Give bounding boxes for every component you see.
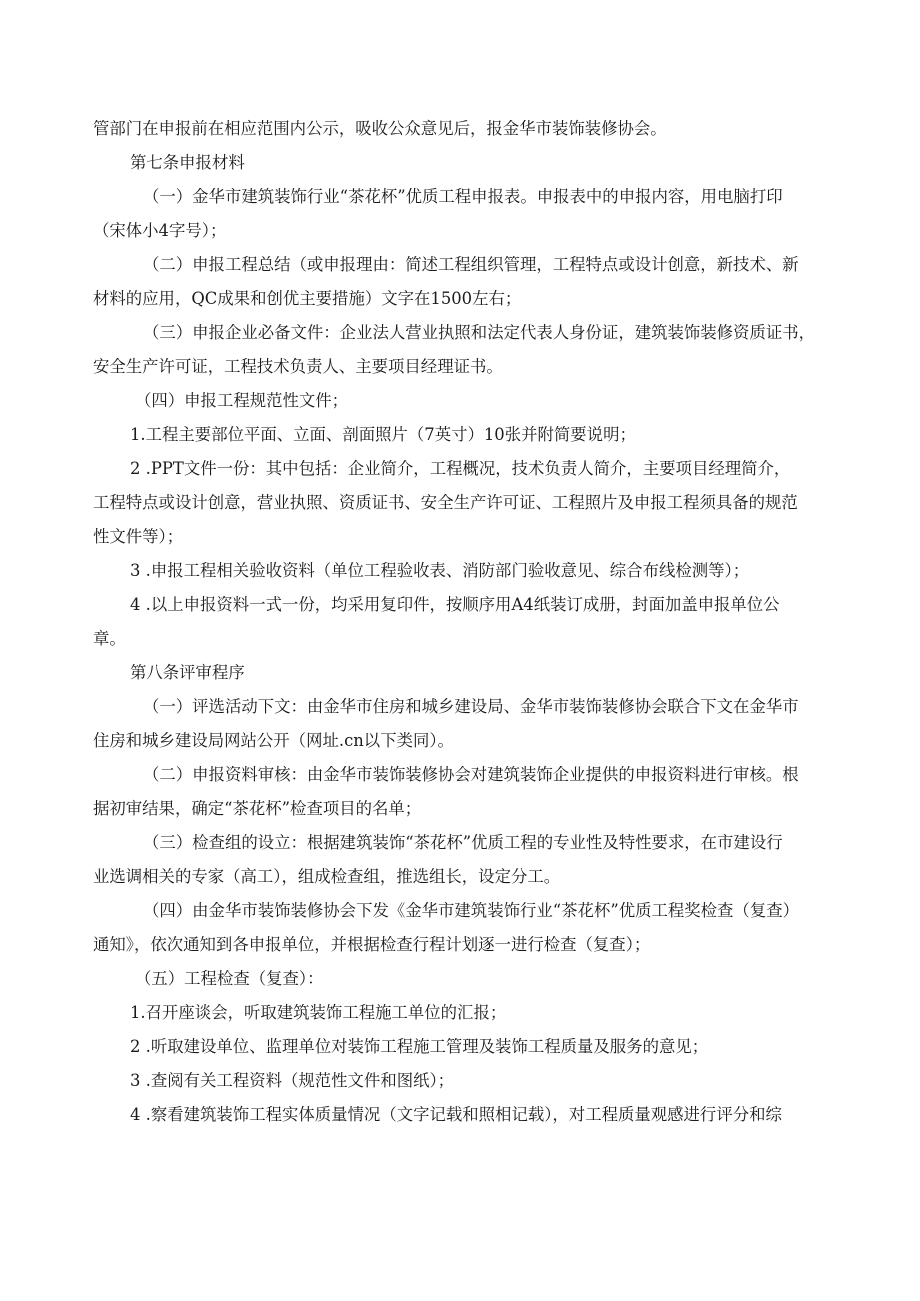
text-line: 通知》，依次通知到各申报单位，并根据检查行程计划逐一进行检查（复查）； [93, 935, 651, 954]
text-line: （宋体小4字号）； [93, 221, 227, 240]
text-line: 工程特点或设计创意，营业执照、资质证书、安全生产许可证、工程照片及申报工程须具备的规范 [93, 493, 798, 512]
article-heading: 第七条申报材料 [130, 153, 245, 172]
text-line: （一）评选活动下文：由金华市住房和城乡建设局、金华市装饰装修协会联合下文在金华市 [143, 697, 799, 716]
text-line: 材料的应用，QC成果和创优主要措施）文字在1500左右； [93, 289, 522, 308]
list-item: 1.工程主要部位平面、立面、剖面照片（7英寸）10张并附简要说明； [130, 425, 636, 444]
text-line: 管部门在申报前在相应范围内公示，吸收公众意见后，报金华市装饰装修协会。 [93, 119, 667, 138]
text-line: （四）申报工程规范性文件； [135, 391, 349, 410]
text-line: （四）由金华市装饰装修协会下发《金华市建筑装饰行业“茶花杯”优质工程奖检查（复查） [143, 901, 799, 920]
text-line: 业选调相关的专家（高工），组成检查组，推选组长，设定分工。 [93, 867, 561, 886]
list-item: 1.召开座谈会，听取建筑装饰工程施工单位的汇报； [130, 1003, 507, 1022]
text-line: （二）申报资料审核：由金华市装饰装修协会对建筑装饰企业提供的申报资料进行审核。根 [143, 765, 799, 784]
list-item: 3 .查阅有关工程资料（规范性文件和图纸）； [130, 1071, 455, 1090]
text-line: （一）金华市建筑装饰行业“茶花杯”优质工程申报表。申报表中的申报内容，用电脑打印 [143, 187, 783, 206]
article-heading: 第八条评审程序 [130, 663, 245, 682]
text-line: 据初审结果，确定“茶花杯”检查项目的名单； [93, 799, 422, 818]
document-page [93, 112, 833, 1132]
list-item: 4 .察看建筑装饰工程实体质量情况（文字记载和照相记载），对工程质量观感进行评分和综 [130, 1105, 782, 1124]
text-line: 性文件等）； [93, 527, 184, 546]
text-line: （三）检查组的设立：根据建筑装饰“茶花杯”优质工程的专业性及特性要求，在市建设行 [143, 833, 783, 852]
text-line: （二）申报工程总结（或申报理由：简述工程组织管理，工程特点或设计创意，新技术、新 [143, 255, 799, 274]
list-item: 4 .以上申报资料一式一份，均采用复印件，按顺序用A4纸装订成册，封面加盖申报单位公 [130, 595, 780, 614]
text-line: 住房和城乡建设局网站公开（网址.cn以下类同）。 [93, 731, 454, 750]
list-item: 3 .申报工程相关验收资料（单位工程验收表、消防部门验收意见、综合布线检测等）； [130, 561, 750, 580]
list-item: 2 .听取建设单位、监理单位对装饰工程施工管理及装饰工程质量及服务的意见； [130, 1037, 709, 1056]
text-line: 安全生产许可证，工程技术负责人、主要项目经理证书。 [93, 357, 503, 376]
text-line: 章。 [93, 629, 126, 648]
list-item: 2 .PPT文件一份：其中包括：企业简介，工程概况，技术负责人简介，主要项目经理简介， [130, 459, 791, 478]
text-line: （五）工程检查（复查）： [135, 969, 324, 988]
text-line: （三）申报企业必备文件：企业法人营业执照和法定代表人身份证，建筑装饰装修资质证书， [143, 323, 816, 342]
